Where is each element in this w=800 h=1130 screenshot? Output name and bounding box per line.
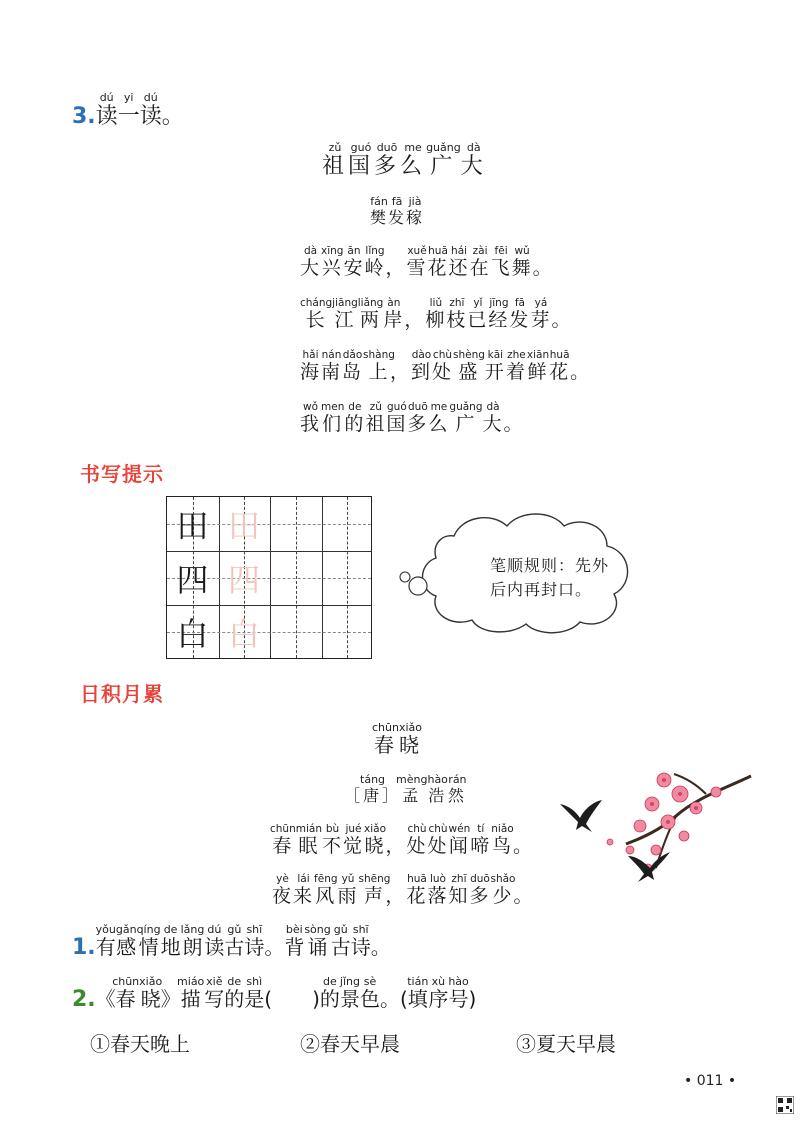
ruby-char: 雨yǔ: [337, 873, 359, 907]
ruby-char: 风fēng: [314, 873, 338, 907]
ruby-char: 啼tí: [470, 823, 492, 857]
punctuation: ］: [382, 786, 402, 805]
grid-char-tian: 田: [176, 507, 209, 545]
ruby-char: 发fā: [509, 297, 531, 331]
ruby-char: 枝zhī: [446, 297, 468, 331]
ruby-char: 鲜xiān: [526, 349, 550, 383]
question-2-text: [95, 975, 477, 1011]
ruby-char: 还hái: [448, 245, 470, 279]
poem-line-1: [270, 824, 534, 858]
ruby-char: 广guǎng: [426, 141, 461, 179]
punctuation: ，: [385, 257, 407, 279]
ruby-char: 兴xīng: [321, 245, 344, 279]
ruby-char: 读dú: [204, 923, 225, 959]
question-2-number: 2.: [72, 987, 96, 1012]
ruby-char: 填tián: [407, 975, 429, 1011]
ruby-char: 花huā: [406, 873, 428, 907]
ruby-char: 晓xiǎo: [139, 975, 163, 1011]
ruby-char: 诵sòng: [304, 923, 331, 959]
ruby-char: 读dú: [95, 91, 118, 129]
ruby-char: 处chù: [427, 823, 449, 857]
punctuation: ，: [385, 885, 407, 907]
punctuation: 。: [512, 835, 534, 857]
ruby-char: 两liǎng: [357, 297, 384, 331]
ruby-char: 雪xuě: [406, 245, 428, 279]
read-line-2: [300, 298, 573, 332]
ruby-char: 背bèi: [284, 923, 305, 959]
ruby-char: 南nán: [321, 349, 343, 383]
ruby-char: 读dú: [139, 91, 162, 129]
ruby-char: 大dà: [482, 401, 504, 435]
poem-author: [344, 774, 467, 806]
ruby-char: 已yǐ: [467, 297, 489, 331]
read-line-4: [300, 402, 525, 436]
ruby-char: 知zhī: [448, 873, 470, 907]
ruby-char: 祖zǔ: [365, 401, 387, 435]
punctuation: ［: [344, 786, 364, 805]
ruby-char: 着zhe: [505, 349, 527, 383]
qr-code-icon: [776, 1096, 794, 1114]
punctuation: 。: [161, 104, 184, 129]
ruby-char: 樊fán: [370, 195, 389, 227]
ruby-char: 飞fēi: [490, 245, 512, 279]
ruby-char: 诗shī: [244, 923, 265, 959]
ruby-char: 闻wén: [448, 823, 471, 857]
read-line-1: [300, 246, 554, 280]
option-1[interactable]: ①春天晚上: [90, 1032, 190, 1056]
ruby-char: 长cháng: [300, 297, 333, 331]
ruby-char: 上shàng: [363, 349, 395, 383]
ruby-char: 么me: [428, 401, 450, 435]
ruby-char: 多duō: [469, 873, 491, 907]
ruby-char: 情qíng: [136, 923, 161, 959]
ruby-char: 古gǔ: [224, 923, 245, 959]
question-1: [72, 924, 391, 960]
page-number-value: 011: [696, 1073, 724, 1089]
ruby-char: 国guó: [348, 141, 375, 179]
ruby-char: 多duō: [407, 401, 429, 435]
ruby-char: 花huā: [549, 349, 571, 383]
ruby-char: 晓xiǎo: [364, 823, 386, 857]
grid-char-si: 四: [176, 561, 209, 599]
ruby-char: 多duō: [374, 141, 401, 179]
poem-section-title: 日积月累: [80, 682, 164, 706]
ruby-char: 稼jià: [406, 195, 425, 227]
ruby-char: 柳liǔ: [425, 297, 447, 331]
ruby-char: 处chù: [406, 823, 428, 857]
read-poem-title: [322, 142, 487, 180]
ruby-char: 安ān: [343, 245, 365, 279]
read-poem-author: [370, 196, 424, 228]
ruby-char: 写xiě: [204, 975, 225, 1011]
grid-trace-bai: 白: [227, 615, 260, 653]
ruby-char: 我wǒ: [300, 401, 322, 435]
writing-grid: [166, 496, 372, 659]
ruby-char: 诗shī: [350, 923, 371, 959]
question-1-number: 1.: [72, 935, 96, 960]
ruby-char: 序xù: [428, 975, 449, 1011]
option-2[interactable]: ②春天早晨: [300, 1032, 400, 1056]
ruby-char: 广guǎng: [449, 401, 483, 435]
ruby-char: 不bù: [321, 823, 343, 857]
punctuation: 。: [551, 309, 573, 331]
ruby-char: 经jīng: [488, 297, 510, 331]
ruby-char: 海hǎi: [300, 349, 322, 383]
ruby-char: 少shǎo: [490, 873, 516, 907]
ruby-char: 孟mèng: [396, 773, 428, 805]
ruby-char: 芽yá: [530, 297, 552, 331]
read-heading-number: 3.: [72, 104, 96, 129]
ruby-char: 地de: [160, 923, 181, 959]
swallow-icon-2: [624, 846, 674, 886]
ruby-char: 岛dǎo: [342, 349, 364, 383]
ruby-char: 落luò: [427, 873, 449, 907]
ruby-char: 么me: [400, 141, 427, 179]
grid-trace-tian: 田: [227, 507, 260, 545]
ruby-char: 盛shèng: [452, 349, 485, 383]
ruby-char: 国guó: [386, 401, 408, 435]
ruby-char: 的de: [319, 975, 340, 1011]
punctuation: 。: [532, 257, 554, 279]
ruby-char: 大dà: [300, 245, 322, 279]
punctuation: 。: [513, 885, 535, 907]
ruby-char: 江jiāng: [332, 297, 358, 331]
ruby-char: 发fā: [388, 195, 407, 227]
ruby-char: 是shì: [244, 975, 265, 1011]
question-1-text: [95, 923, 391, 959]
page-number: • 011 •: [684, 1073, 737, 1089]
ruby-char: 描miáo: [177, 975, 205, 1011]
ruby-char: 大dà: [460, 141, 487, 179]
punctuation: ，: [385, 835, 407, 857]
ruby-char: 在zài: [469, 245, 491, 279]
ruby-char: 的de: [344, 401, 366, 435]
ruby-char: 鸟niǎo: [491, 823, 514, 857]
ruby-char: 的de: [224, 975, 245, 1011]
ruby-char: 晓xiǎo: [398, 721, 423, 757]
ruby-char: 色sè: [359, 975, 380, 1011]
ruby-char: 春chūn: [372, 721, 399, 757]
ruby-char: 祖zǔ: [322, 141, 349, 179]
ruby-char: 开kāi: [484, 349, 506, 383]
punctuation: 。: [370, 935, 391, 959]
writing-tip: 笔顺规则：先外后内再封口。: [490, 556, 610, 599]
punctuation: ( ): [264, 987, 320, 1011]
punctuation: (: [399, 987, 408, 1011]
ruby-char: 然rán: [447, 773, 467, 805]
ruby-char: 浩hào: [427, 773, 448, 805]
read-heading-text: [95, 91, 184, 129]
writing-section-title: 书写提示: [80, 462, 164, 486]
ruby-char: 朗lǎng: [180, 923, 205, 959]
ruby-char: 有yǒu: [95, 923, 116, 959]
ruby-char: 号hào: [448, 975, 469, 1011]
punctuation: 《: [95, 987, 116, 1011]
ruby-char: 岸àn: [383, 297, 405, 331]
grid-char-bai: 白: [176, 615, 209, 653]
punctuation: 。: [570, 361, 592, 383]
punctuation: ，: [389, 361, 411, 383]
ruby-char: 古gǔ: [330, 923, 351, 959]
option-3[interactable]: ③夏天早晨: [516, 1032, 616, 1056]
ruby-char: 们men: [321, 401, 345, 435]
ruby-char: 夜yè: [272, 873, 294, 907]
ruby-char: 觉jué: [342, 823, 364, 857]
punctuation: 。: [503, 413, 525, 435]
question-2: [72, 976, 476, 1012]
ruby-char: 来lái: [293, 873, 315, 907]
punctuation: ，: [404, 309, 426, 331]
grid-trace-si: 四: [227, 561, 260, 599]
ruby-char: 眠mián: [295, 823, 322, 857]
swallow-icon: [556, 796, 606, 836]
ruby-char: 处chù: [431, 349, 453, 383]
ruby-char: 到dào: [410, 349, 432, 383]
ruby-char: 岭lǐng: [364, 245, 386, 279]
read-line-3: [300, 350, 591, 384]
ruby-char: 一yi: [117, 91, 140, 129]
poem-title: [372, 722, 422, 758]
poem-line-2: [272, 874, 535, 908]
ruby-char: 花huā: [427, 245, 449, 279]
punctuation: 》: [160, 987, 181, 1011]
ruby-char: 感gǎn: [115, 923, 137, 959]
ruby-char: 春chūn: [112, 975, 140, 1011]
ruby-char: 舞wǔ: [511, 245, 533, 279]
punctuation: 。: [379, 987, 400, 1011]
punctuation: ): [468, 987, 477, 1011]
ruby-char: 景jǐng: [339, 975, 360, 1011]
read-heading: [72, 92, 184, 130]
punctuation: 。: [264, 935, 285, 959]
ruby-char: 声shēng: [358, 873, 391, 907]
ruby-char: 唐táng: [360, 773, 386, 805]
ruby-char: 春chūn: [270, 823, 296, 857]
